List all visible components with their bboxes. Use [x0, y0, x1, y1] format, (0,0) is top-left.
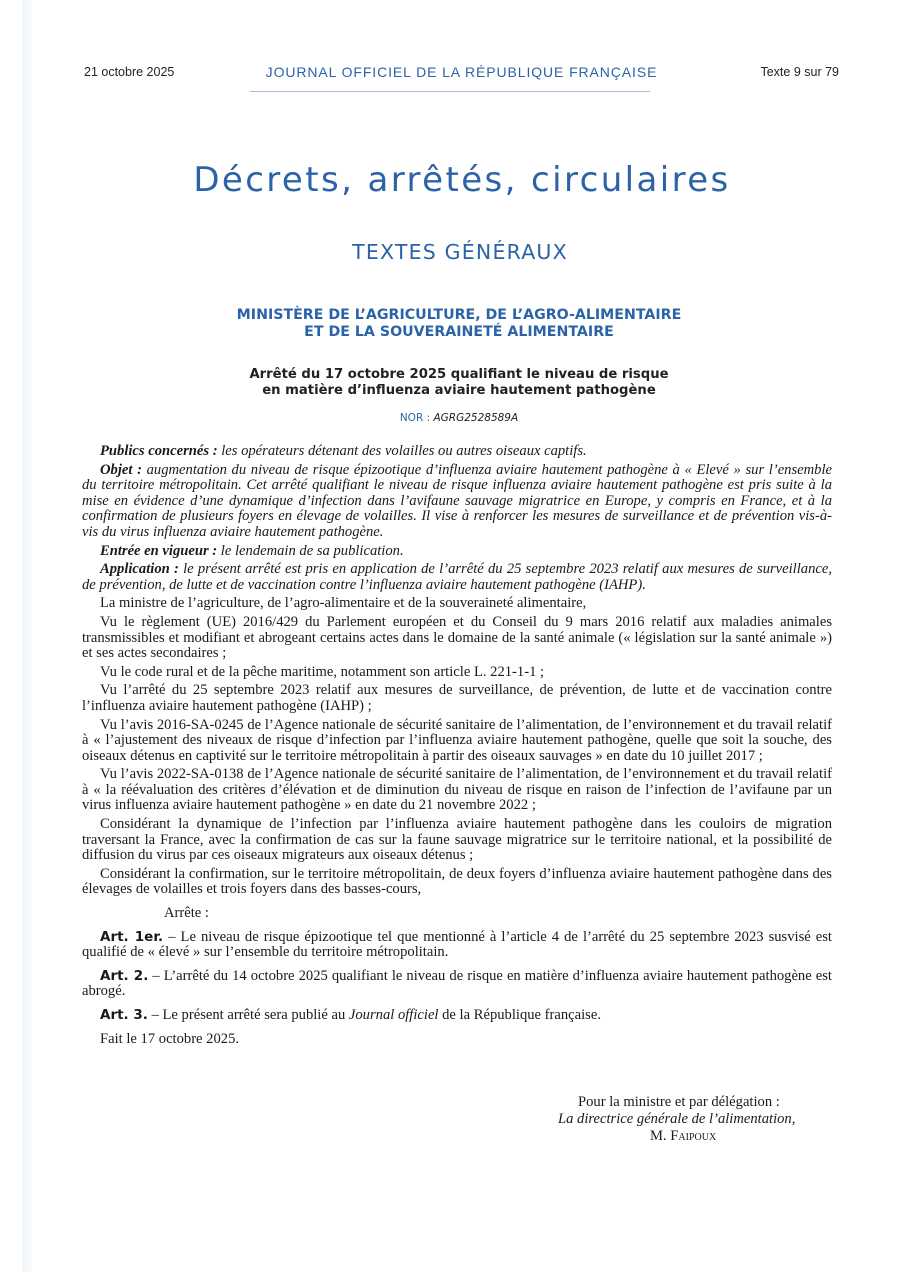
signature-role: La directrice générale de l’alimentation, — [558, 1111, 796, 1127]
signature-name: M. Faipoux — [650, 1128, 717, 1144]
signature-block — [540, 1094, 830, 1145]
article-3-journal-officiel: Journal officiel — [348, 1007, 439, 1023]
article-3-text-after: de la République française. — [438, 1007, 601, 1023]
done-at: Fait le 17 octobre 2025. — [100, 1030, 240, 1047]
article-1-text: – Le niveau de risque épizootique tel que mentionné à l’article 4 de l’arrêté du 25 septembre 2023 susvisé est qualifié de « élevé » sur l’ensemble du territoire métropolitain. — [82, 928, 832, 961]
arrete-title — [0, 367, 899, 399]
article-3 — [82, 1008, 832, 1024]
page-header — [84, 64, 839, 82]
application-label: Application : — [100, 561, 179, 578]
ministry-heading — [0, 307, 899, 341]
preamble-paragraph: Considérant la confirmation, sur le territoire métropolitain, de deux foyers d’influenza aviaire hautement pathogène dans des élevages de volailles et trois foyers dans des basses-cours, — [82, 865, 832, 898]
ministry-line-2: ET DE LA SOUVERAINETÉ ALIMENTAIRE — [304, 324, 614, 340]
header-page-number: Texte 9 sur 79 — [760, 65, 839, 79]
header-journal-title: JOURNAL OFFICIEL DE LA RÉPUBLIQUE FRANÇAISE — [265, 64, 658, 80]
entree-label: Entrée en vigueur : — [100, 542, 218, 559]
summary-entree — [82, 544, 832, 560]
arrete-word: Arrête : — [164, 905, 209, 922]
preamble-paragraph: La ministre de l’agriculture, de l’agro-alimentaire et de la souveraineté alimentaire, — [100, 595, 587, 612]
ministry-line-1: MINISTÈRE DE L’AGRICULTURE, DE L’AGRO-ALIMENTAIRE — [236, 307, 682, 323]
objet-label: Objet : — [100, 461, 142, 478]
arrete-title-line-1: Arrêté du 17 octobre 2025 qualifiant le niveau de risque — [249, 367, 669, 382]
objet-text: augmentation du niveau de risque épizootique d’influenza aviaire hautement pathogène à « Elevé » sur l’ensemble du territoire métropolitain. Cet arrêté qualifiant le niveau de risque influenza aviaire hautement pathogène est pris suite à la mise en évidence d’une dynamique d’infection dans l’avifaune sauvage migratrice en Europe, y compris en France, et à la confirmation de plusieurs foyers en élevage de volailles. Il vise à renforcer les mesures de surveillance et de prévention vis-à-vis du virus influenza aviaire hautement pathogène. — [82, 461, 833, 540]
summary-application — [82, 562, 832, 593]
application-text: le présent arrêté est pris en application de l’arrêté du 25 septembre 2023 relatif aux mesures de surveillance, de prévention, de lutte et de vaccination contre l’influenza aviaire hautement pathogène (IAHP). — [82, 561, 832, 593]
publics-label: Publics concernés : — [100, 443, 218, 459]
preamble-paragraph: Vu l’arrêté du 25 septembre 2023 relatif aux mesures de surveillance, de prévention, de lutte et de vaccination contre l’influenza aviaire hautement pathogène (IAHP) ; — [82, 682, 832, 714]
preamble-paragraph: Vu le code rural et de la pêche maritime, notamment son article L. 221-1-1 ; — [100, 663, 545, 680]
preamble-paragraph: Vu l’avis 2016-SA-0245 de l’Agence nationale de sécurité sanitaire de l’alimentation, de l’environnement et du travail relatif à « l’ajustement des niveaux de risque d’infection par l’influenza aviaire hautement pathogène, quelle que soit la souche, des oiseaux détenus en captivité sur le territoire métropolitain à partir des oiseaux sauvages » en date du 10 juillet 2017 ; — [82, 716, 832, 764]
nor-code: AGRG2528589A — [433, 412, 519, 424]
article-3-text-before: – Le présent arrêté sera publié au — [147, 1007, 349, 1023]
arrete-title-line-2: en matière d’influenza aviaire hautement pathogène — [262, 383, 656, 398]
section-title: Décrets, arrêtés, circulaires — [193, 160, 731, 200]
article-3-label: Art. 3. — [100, 1007, 148, 1023]
entree-text: le lendemain de sa publication. — [217, 542, 404, 559]
publics-text: les opérateurs détenant des volailles ou autres oiseaux captifs. — [217, 443, 587, 459]
subsection-title: TEXTES GÉNÉRAUX — [352, 240, 568, 264]
article-1 — [82, 930, 832, 961]
article-2-text: – L’arrêté du 14 octobre 2025 qualifiant le niveau de risque en matière d’influenza aviaire hautement pathogène est abrogé. — [82, 967, 832, 1000]
header-rule — [250, 91, 650, 92]
signature-delegation: Pour la ministre et par délégation : — [578, 1094, 780, 1110]
article-2-label: Art. 2. — [100, 967, 149, 984]
header-date: 21 octobre 2025 — [84, 65, 175, 79]
preamble-paragraph: Vu le règlement (UE) 2016/429 du Parlement européen et du Conseil du 9 mars 2016 relatif aux maladies animales transmissibles et modifiant et abrogeant certains actes dans le domaine de la santé animale (« législation sur la santé animale ») et ses actes secondaires ; — [82, 613, 832, 662]
article-2 — [82, 969, 832, 1000]
summary-publics — [82, 444, 832, 460]
document-body — [82, 444, 832, 1050]
nor-label: NOR : — [399, 412, 431, 424]
nor-reference — [0, 412, 899, 424]
preamble-paragraph: Vu l’avis 2022-SA-0138 de l’Agence nationale de sécurité sanitaire de l’alimentation, de l’environnement et du travail relatif à « la réévaluation des critères d’élévation et de diminution du niveau de risque en raison de l’infection de l’avifaune par un virus influenza aviaire hautement pathogène » en date du 21 novembre 2022 ; — [82, 766, 832, 814]
preamble-paragraph: Considérant la dynamique de l’infection par l’influenza aviaire hautement pathogène dans les couloirs de migration traversant la France, avec la confirmation de cas sur la faune sauvage migratrice sur le territoire national, et la possibilité de diffusion du virus par ces oiseaux migrateurs aux oiseaux détenus ; — [82, 816, 832, 864]
article-1-label: Art. 1er. — [100, 928, 164, 945]
summary-objet — [82, 463, 832, 541]
